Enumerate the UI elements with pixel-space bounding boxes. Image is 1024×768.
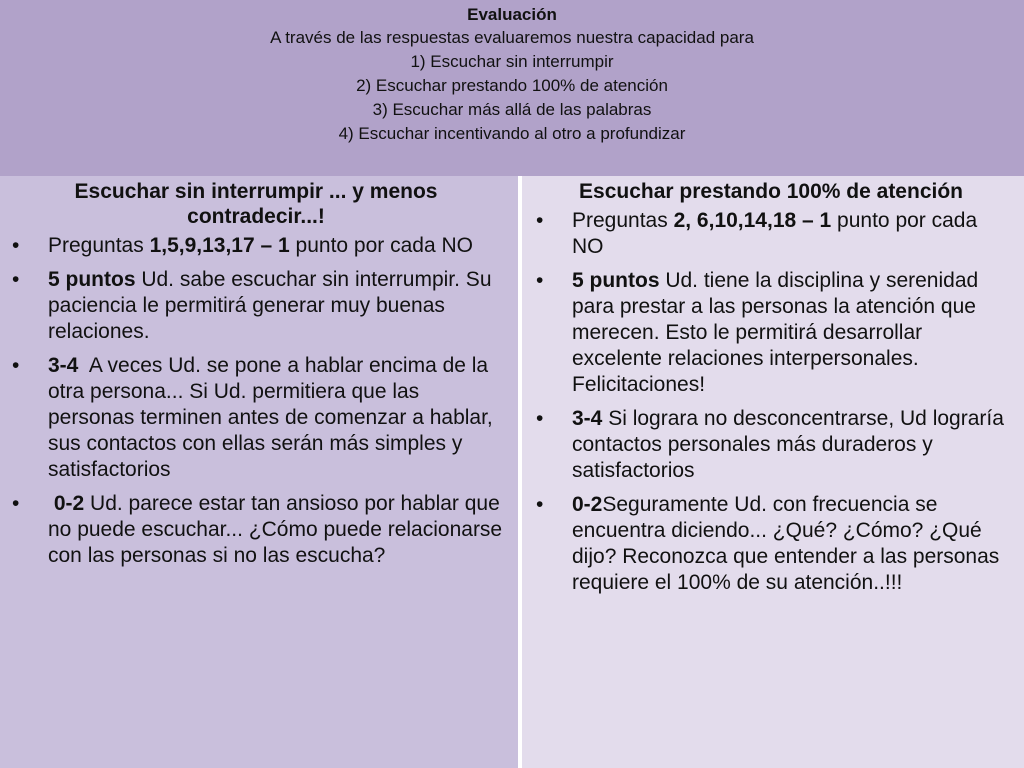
item-text-bold: 0-2 [572, 493, 603, 516]
header-line-1: 1) Escuchar sin interrumpir [410, 52, 614, 71]
header-line-3: 3) Escuchar más allá de las palabras [372, 100, 652, 119]
bullet-icon: • [536, 209, 544, 232]
bullet-icon: • [536, 269, 544, 292]
bullet-icon: • [12, 234, 20, 257]
header-line-4: 4) Escuchar incentivando al otro a profundizar [338, 124, 686, 143]
slide-header [0, 0, 1024, 176]
item-text-bold: 5 puntos [572, 269, 660, 292]
header-line-intro: A través de las respuestas evaluaremos nuestra capacidad para [270, 28, 754, 47]
left-column-title: Escuchar sin interrumpir ... y menos contradecir...! [74, 180, 438, 228]
item-text-bold: 1,5,9,13,17 – 1 [149, 234, 290, 257]
item-text-post: A veces Ud. se pone a hablar encima de la otra persona... Si Ud. permitiera que las personas terminen antes de comenzar a hablar, sus contactos con ellas serán más simples y satisfactorios [48, 354, 499, 481]
list-item [8, 491, 504, 569]
item-text-post: Si lograra no desconcentrarse, Ud lograría contactos personales más duraderos y satisfactorios [572, 407, 1004, 482]
list-item [532, 208, 1010, 260]
list-item [8, 233, 504, 259]
item-text-post: Ud. sabe escuchar sin interrumpir. Su paciencia le permitirá generar muy buenas relaciones. [48, 268, 492, 343]
item-text-bold: 0-2 [53, 492, 85, 515]
item-text-pre: Preguntas [48, 234, 150, 257]
left-column [0, 176, 520, 768]
item-text-post: punto por cada NO [289, 234, 473, 257]
bullet-icon: • [12, 268, 20, 291]
item-text-bold: 5 puntos [48, 268, 136, 291]
right-column [522, 176, 1024, 768]
item-text-bold: 3-4 [572, 407, 603, 430]
header-line-2: 2) Escuchar prestando 100% de atención [356, 76, 668, 95]
item-text-pre: Preguntas [572, 209, 674, 232]
slide-title: Evaluación [467, 5, 557, 24]
item-text-bold: 2, 6,10,14,18 – 1 [673, 209, 832, 232]
list-item [532, 492, 1010, 596]
right-column-title: Escuchar prestando 100% de atención [579, 180, 963, 203]
left-bullet-list [8, 233, 504, 569]
item-text-bold: 3-4 [48, 354, 79, 377]
item-text-post: Seguramente Ud. con frecuencia se encuentra diciendo... ¿Qué? ¿Cómo? ¿Qué dijo? Reconozca que entender a las personas requiere el 100% de su atención..!!! [572, 493, 1000, 594]
item-text-post: punto por cada NO [572, 209, 978, 258]
bullet-icon: • [12, 492, 20, 515]
right-bullet-list [532, 208, 1010, 596]
list-item [8, 267, 504, 345]
item-text-post: Ud. tiene la disciplina y serenidad para prestar a las personas la atención que merecen. Esto le permitirá desarrollar excelente relaciones interpersonales. Felicitaciones! [572, 269, 979, 396]
list-item [532, 406, 1010, 484]
item-text-post: Ud. parece estar tan ansioso por hablar que no puede escuchar... ¿Cómo puede relacionarse con las personas si no las escucha? [48, 492, 503, 567]
list-item [8, 353, 504, 483]
bullet-icon: • [536, 407, 544, 430]
list-item [532, 268, 1010, 398]
bullet-icon: • [12, 354, 20, 377]
bullet-icon: • [536, 493, 544, 516]
